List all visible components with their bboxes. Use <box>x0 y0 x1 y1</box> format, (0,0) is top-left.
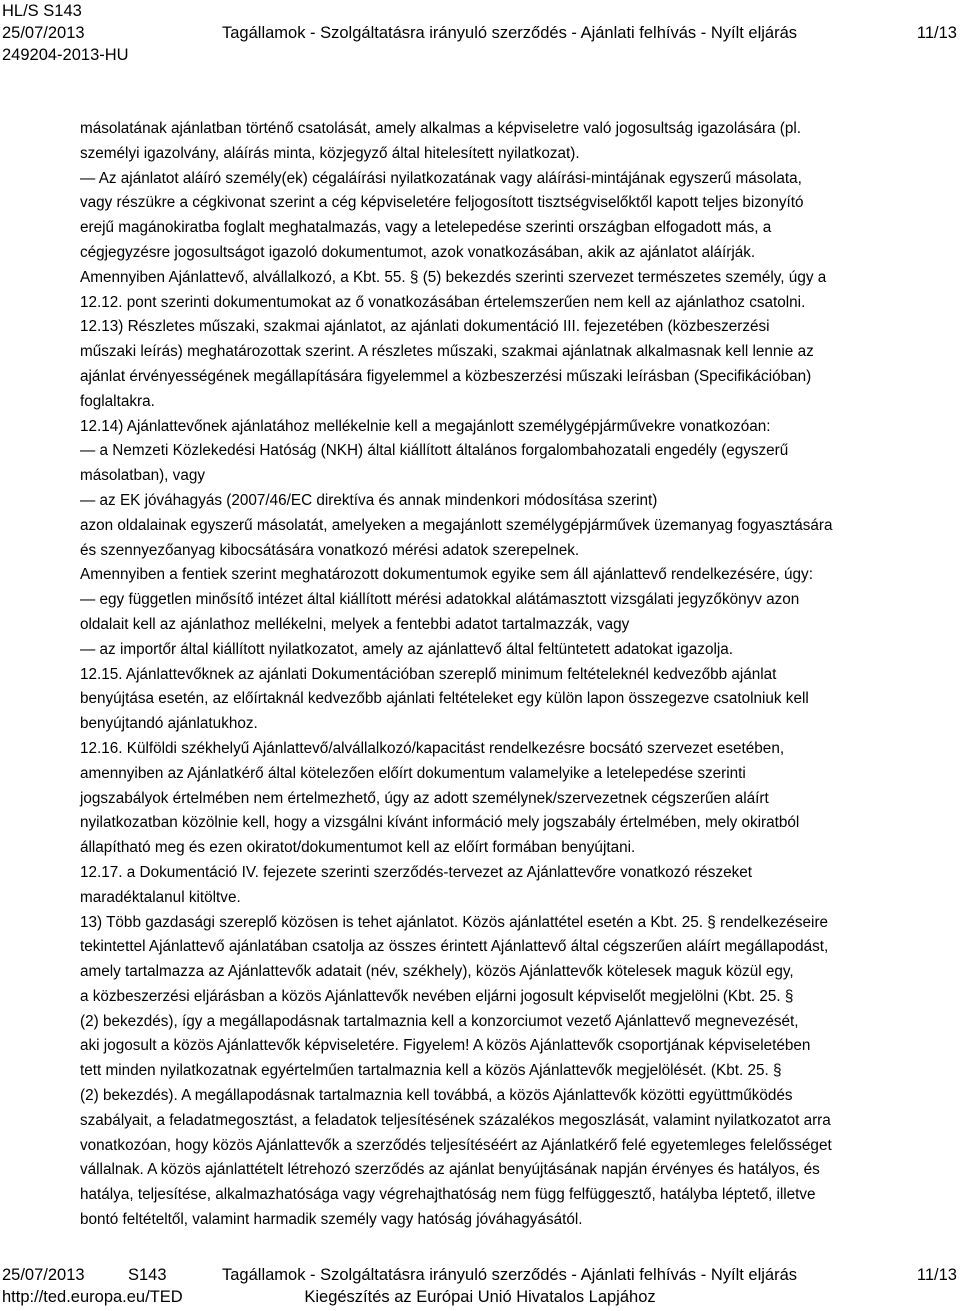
page-header <box>0 0 960 66</box>
body-line: vonatkozóan, hogy közös Ajánlattevők a szerződés teljesítéséért az Ajánlatkérő felé egyetemleges felelősséget <box>80 1136 832 1154</box>
body-line: oldalait kell az ajánlathoz mellékelni, melyek a fentebbi adatot tartalmazzák, vagy <box>80 615 630 633</box>
footer-row-2 <box>0 1286 960 1308</box>
footer-issue: S143 <box>128 1266 167 1284</box>
body-line: — az importőr által kiállított nyilatkozatot, amely az ajánlattevő által feltüntetett adatokat igazolja. <box>80 640 734 658</box>
document-code: HL/S S143 <box>2 2 82 20</box>
body-line: — egy független minősítő intézet által kiállított mérési adatokkal alátámasztott vizsgálati jegyzőkönyv azon <box>80 591 800 609</box>
body-line: tett minden nyilatkozatnak egyértelműen tartalmaznia kell a közös Ajánlattevők megjelölését. (Kbt. 25. § <box>80 1062 782 1080</box>
page-footer <box>0 1264 960 1308</box>
body-line: (2) bekezdés), így a megállapodásnak tartalmaznia kell a konzorciumot vezető Ajánlattevő megnevezését, <box>80 1012 799 1030</box>
body-line: amely tartalmazza az Ajánlattevők adatait (név, székhely), közös Ajánlattevők kötelesek maguk közül egy, <box>80 963 794 981</box>
body-line: maradéktalanul kitöltve. <box>80 888 241 906</box>
body-line: a közbeszerzési eljárásban a közös Ajánlattevők nevében eljárni jogosult képviselőt megjelölni (Kbt. 25. § <box>80 987 794 1005</box>
body-line: vagy részükre a cégkivonat szerint a cég képviseletére feljogosított tisztségviselőktől kapott teljes bizonyító <box>80 194 804 212</box>
body-line: 12.14) Ajánlattevőnek ajánlatához mellékelnie kell a megajánlott személygépjárművekre vonatkozóan: <box>80 417 771 435</box>
body-line: tekintettel Ajánlattevő ajánlatában csatolja az összes érintett Ajánlattevő által cégszerűen aláírt megállapodást, <box>80 938 829 956</box>
footer-url[interactable]: http://ted.europa.eu/TED <box>2 1288 183 1306</box>
body-line: — a Nemzeti Közlekedési Hatóság (NKH) által kiállított általános forgalombahozatali engedély (egyszerű <box>80 442 789 460</box>
body-line: cégjegyzésre jogosultságot igazoló dokumentumot, azok vonatkozásában, akik az ajánlatot aláírják. <box>80 243 756 261</box>
body-line: 12.13) Részletes műszaki, szakmai ajánlatot, az ajánlati dokumentáció III. fejezetében (közbeszerzési <box>80 318 770 336</box>
body-line: Amennyiben a fentiek szerint meghatározott dokumentumok egyike sem áll ajánlattevő rendelkezésére, úgy: <box>80 566 813 584</box>
body-line: — Az ajánlatot aláíró személy(ek) cégaláírási nyilatkozatának vagy aláírási-mintájának egyszerű másolata, <box>80 169 802 187</box>
body-line: 12.15. Ajánlattevőknek az ajánlati Dokumentációban szereplő minimum feltételeknél kedvezőbb ajánlat <box>80 665 777 683</box>
body-line: benyújtása esetén, az előírtaknál kedvezőbb ajánlati feltételeket egy külön lapon összegezve csatolniuk kell <box>80 690 809 708</box>
body-line: vállalnak. A közös ajánlattételt létrehozó szerződés az ajánlat benyújtásának napján érvényes és hatályos, és <box>80 1161 820 1179</box>
header-date: 25/07/2013 <box>2 24 85 42</box>
body-line: erejű magánokiratba foglalt meghatalmazás, vagy a letelepedése szerinti országban elfogadott más, a <box>80 219 772 237</box>
body-line: 13) Több gazdasági szereplő közösen is tehet ajánlatot. Közös ajánlattétel esetén a Kbt. 25. § rendelkezéseire <box>80 913 829 931</box>
body-line: hatálya, teljesítése, alkalmazhatósága vagy végrehajthatóság nem függ felfüggesztő, hatályba léptető, illetve <box>80 1186 816 1204</box>
body-line: nyilatkozatban közölnie kell, hogy a vizsgálni kívánt információ mely jogszabály értelmében, mely okiratból <box>80 814 800 832</box>
body-line: állapítható meg és ezen okiratot/dokumentumot kell az előírt formában benyújtani. <box>80 839 636 857</box>
header-row-2 <box>0 22 960 44</box>
body-line: ajánlat érvényességének megállapítására figyelemmel a közbeszerzési műszaki leírásban (Specifikációban) <box>80 367 812 385</box>
body-line: 12.17. a Dokumentáció IV. fejezete szerinti szerződés-tervezet az Ajánlattevőre vonatkozó részeket <box>80 863 753 881</box>
body-line: 12.12. pont szerinti dokumentumokat az ő vonatkozásában értelemszerűen nem kell az ajánlathoz csatolni. <box>80 293 806 311</box>
header-row-3 <box>0 44 960 66</box>
footer-page-number: 11/13 <box>916 1266 957 1284</box>
body-line: bontó feltételtől, valamint harmadik személy vagy hatóság jóváhagyásától. <box>80 1211 583 1229</box>
notice-reference: 249204-2013-HU <box>2 46 129 64</box>
body-line: jogszabályok értelmében nem értelmezhető, úgy az adott személynek/szervezetnek cégszerűen aláírt <box>80 789 769 807</box>
body-line: és szennyezőanyag kibocsátására vonatkozó mérési adatok szerepelnek. <box>80 541 580 559</box>
body-line: benyújtandó ajánlatukhoz. <box>80 715 258 733</box>
body-line: szabályait, a feladatmegosztást, a feladatok teljesítésének százalékos megoszlását, valamint nyilatkozatot arra <box>80 1111 831 1129</box>
body-line: azon oldalainak egyszerű másolatát, amelyeken a megajánlott személygépjárművek üzemanyag fogyasztására <box>80 516 833 534</box>
body-line: amennyiben az Ajánlatkérő által kötelezően előírt dokumentum valamelyike a letelepedése szerinti <box>80 764 746 782</box>
footer-supplement: Kiegészítés az Európai Unió Hivatalos Lapjához <box>304 1288 656 1306</box>
footer-title: Tagállamok - Szolgáltatásra irányuló szerződés - Ajánlati felhívás - Nyílt eljárás <box>222 1266 798 1284</box>
body-line: másolatban), vagy <box>80 467 205 485</box>
body-line: — az EK jóváhagyás (2007/46/EC direktíva és annak mindenkori módosítása szerint) <box>80 491 658 509</box>
header-row-1 <box>0 0 960 22</box>
body-line: Amennyiben Ajánlattevő, alvállalkozó, a Kbt. 55. § (5) bekezdés szerinti szervezet természetes személy, úgy a <box>80 268 827 286</box>
document-body <box>80 117 952 1233</box>
footer-date: 25/07/2013 <box>2 1266 85 1284</box>
footer-row-1 <box>0 1264 960 1286</box>
body-line: 12.16. Külföldi székhelyű Ajánlattevő/alvállalkozó/kapacitást rendelkezésre bocsátó szervezet esetében, <box>80 739 785 757</box>
body-line: másolatának ajánlatban történő csatolását, amely alkalmas a képviseletre való jogosultság igazolására (pl. <box>80 120 802 137</box>
body-line: műszaki leírás) meghatározottak szerint. A részletes műszaki, szakmai ajánlatnak alkalmasnak kell lennie az <box>80 343 814 361</box>
body-line: (2) bekezdés). A megállapodásnak tartalmaznia kell továbbá, a közös Ajánlattevők közötti együttműködés <box>80 1087 793 1105</box>
header-title: Tagállamok - Szolgáltatásra irányuló szerződés - Ajánlati felhívás - Nyílt eljárás <box>222 24 798 42</box>
body-line: foglaltakra. <box>80 392 155 410</box>
body-line: személyi igazolvány, aláírás minta, közjegyző által hitelesített nyilatkozat). <box>80 144 580 162</box>
body-line: aki jogosult a közös Ajánlattevők képviseletére. Figyelem! A közös Ajánlattevők csoportjának képviseletében <box>80 1037 811 1055</box>
header-page-number: 11/13 <box>916 24 957 42</box>
